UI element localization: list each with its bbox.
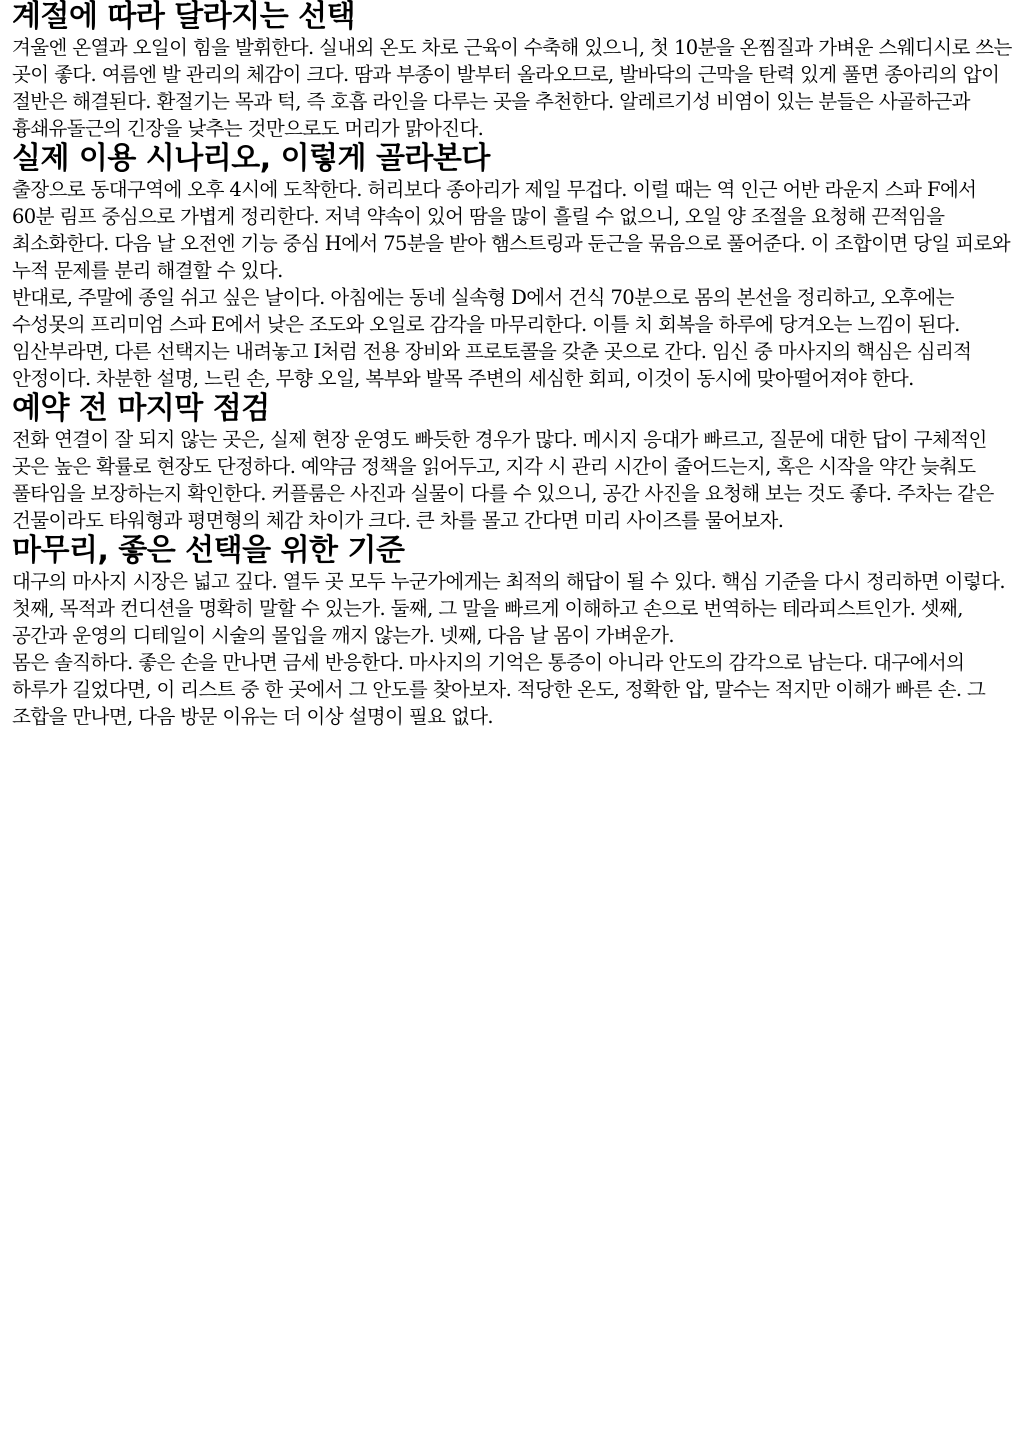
section-conclusion: [12, 534, 1012, 730]
paragraph: 임산부라면, 다른 선택지는 내려놓고 I처럼 전용 장비와 프로토콜을 갖춘 곳으로 간다. 임신 중 마사지의 핵심은 심리적 안정이다. 차분한 설명, 느린 손, 무향 오일, 복부와 발목 주변의 세심한 회피, 이것이 동시에 맞아떨어져야 한다.: [12, 340, 972, 390]
article: [12, 0, 1012, 1448]
section-heading: 예약 전 마지막 점검: [12, 391, 270, 426]
section-seasonal-choice: [12, 0, 1012, 142]
paragraph: 대구의 마사지 시장은 넓고 깊다. 열두 곳 모두 누군가에게는 최적의 해답이 될 수 있다. 핵심 기준을 다시 정리하면 이렇다. 첫째, 목적과 컨디션을 명확히 말할 수 있는가. 둘째, 그 말을 빠르게 이해하고 손으로 번역하는 테라피스트인가. 셋째, 공간과 운영의 디테일이 시술의 몰입을 깨지 않는가. 넷째, 다음 날 몸이 가벼운가.: [12, 570, 1005, 647]
section-usage-scenarios: [12, 142, 1012, 392]
section-heading: 계절에 따라 달라지는 선택: [12, 0, 356, 34]
paragraph: 몸은 솔직하다. 좋은 손을 만나면 금세 반응한다. 마사지의 기억은 통증이 아니라 안도의 감각으로 남는다. 대구에서의 하루가 길었다면, 이 리스트 중 한 곳에서 그 안도를 찾아보자. 적당한 온도, 정확한 압, 말수는 적지만 이해가 빠른 손. 그 조합을 만나면, 다음 방문 이유는 더 이상 설명이 필요 없다.: [12, 651, 986, 728]
section-heading: 실제 이용 시나리오, 이렇게 골라본다: [12, 141, 490, 176]
section-heading: 마무리, 좋은 선택을 위한 기준: [12, 533, 405, 568]
paragraph: 반대로, 주말에 종일 쉬고 싶은 날이다. 아침에는 동네 실속형 D에서 건식 70분으로 몸의 본선을 정리하고, 오후에는 수성못의 프리미엄 스파 E에서 낮은 조도와 오일로 감각을 마무리한다. 이틀 치 회복을 하루에 당겨오는 느낌이 된다.: [12, 286, 960, 336]
section-final-check: [12, 392, 1012, 534]
paragraph: 전화 연결이 잘 되지 않는 곳은, 실제 현장 운영도 빠듯한 경우가 많다. 메시지 응대가 빠르고, 질문에 대한 답이 구체적인 곳은 높은 확률로 현장도 단정하다. 예약금 정책을 읽어두고, 지각 시 관리 시간이 줄어드는지, 혹은 시작을 약간 늦춰도 풀타임을 보장하는지 확인한다. 커플룸은 사진과 실물이 다를 수 있으니, 공간 사진을 요청해 보는 것도 좋다. 주차는 같은 건물이라도 타워형과 평면형의 체감 차이가 크다. 큰 차를 몰고 간다면 미리 사이즈를 물어보자.: [12, 428, 994, 532]
paragraph: 출장으로 동대구역에 오후 4시에 도착한다. 허리보다 종아리가 제일 무겁다. 이럴 때는 역 인근 어반 라운지 스파 F에서 60분 림프 중심으로 가볍게 정리한다. 저녁 약속이 있어 땀을 많이 흘릴 수 없으니, 오일 양 조절을 요청해 끈적임을 최소화한다. 다음 날 오전엔 기능 중심 H에서 75분을 받아 햄스트링과 둔근을 묶음으로 풀어준다. 이 조합이면 당일 피로와 누적 문제를 분리 해결할 수 있다.: [12, 178, 1010, 282]
paragraph: 겨울엔 온열과 오일이 힘을 발휘한다. 실내외 온도 차로 근육이 수축해 있으니, 첫 10분을 온찜질과 가벼운 스웨디시로 쓰는 곳이 좋다. 여름엔 발 관리의 체감이 크다. 땀과 부종이 발부터 올라오므로, 발바닥의 근막을 탄력 있게 풀면 종아리의 압이 절반은 해결된다. 환절기는 목과 턱, 즉 호흡 라인을 다루는 곳을 추천한다. 알레르기성 비염이 있는 분들은 사골하근과 흉쇄유돌근의 긴장을 낮추는 것만으로도 머리가 맑아진다.: [12, 36, 1012, 140]
